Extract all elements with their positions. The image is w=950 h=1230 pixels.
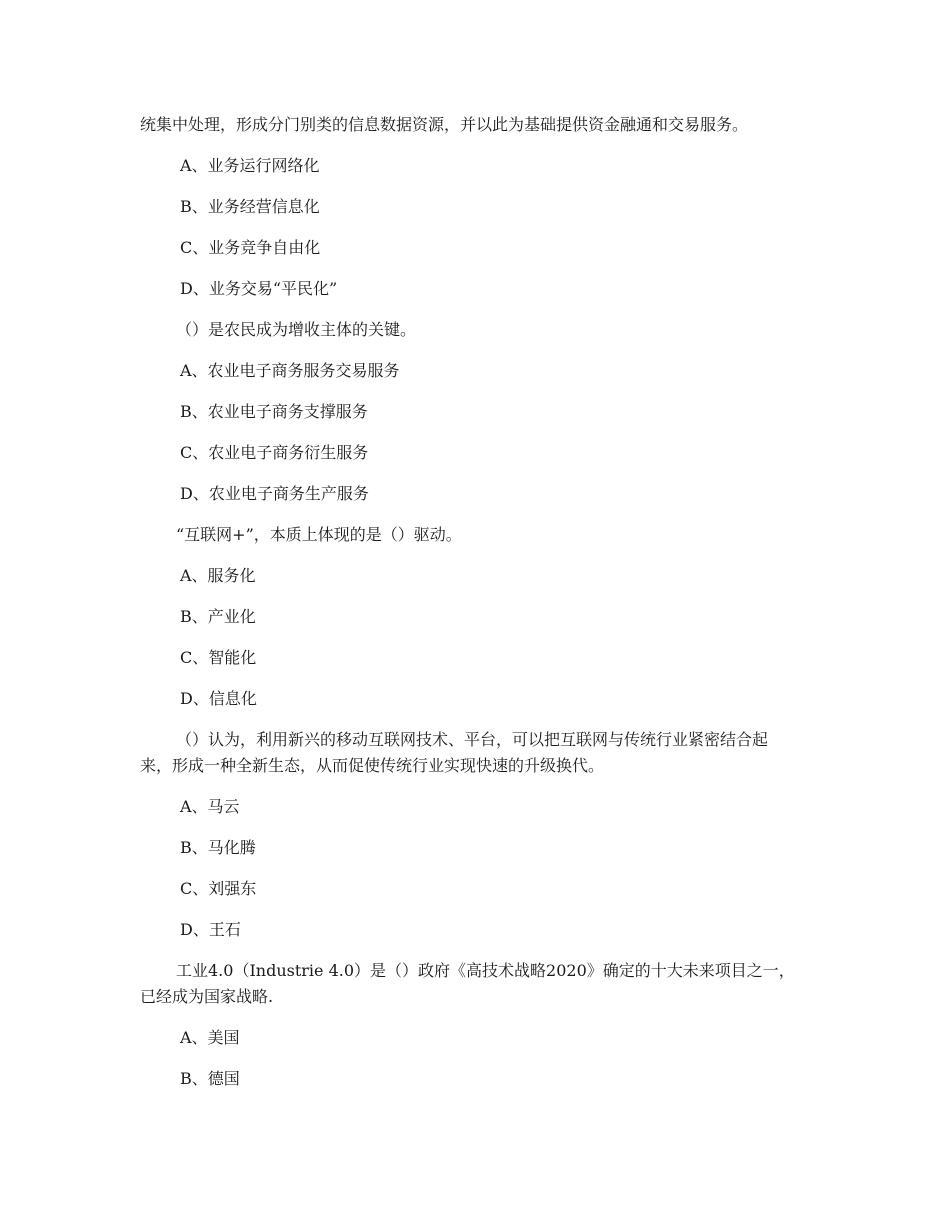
option-c: C、刘强东 — [180, 879, 257, 898]
option-d: D、信息化 — [180, 689, 257, 708]
option-a: A、农业电子商务服务交易服务 — [180, 361, 400, 380]
question-continuation: 统集中处理，形成分门别类的信息数据资源，并以此为基础提供资金融通和交易服务。 — [140, 115, 749, 134]
option-d: D、农业电子商务生产服务 — [180, 484, 369, 503]
option-d: D、王石 — [180, 920, 241, 939]
option-b: B、马化腾 — [180, 838, 256, 857]
option-c: C、农业电子商务衍生服务 — [180, 443, 369, 462]
option-d: D、业务交易“平民化” — [180, 279, 338, 298]
option-b: B、业务经营信息化 — [180, 197, 320, 216]
option-b: B、德国 — [180, 1069, 240, 1088]
question: “互联网+”，本质上体现的是（）驱动。 — [176, 525, 462, 544]
question: 工业4.0（Industrie 4.0）是（）政府《高技术战略2020》确定的十大未来项目之一， — [176, 961, 795, 980]
question-continuation: 来，形成一种全新生态，从而促使传统行业实现快速的升级换代。 — [140, 756, 605, 775]
option-a: A、美国 — [180, 1028, 240, 1047]
option-b: B、产业化 — [180, 607, 256, 626]
option-c: C、业务竞争自由化 — [180, 238, 321, 257]
question-continuation: 已经成为国家战略. — [140, 987, 274, 1006]
question: （）认为，利用新兴的移动互联网技术、平台，可以把互联网与传统行业紧密结合起 — [176, 730, 769, 749]
option-c: C、智能化 — [180, 648, 257, 667]
option-a: A、马云 — [180, 797, 240, 816]
option-a: A、服务化 — [180, 566, 256, 585]
question: （）是农民成为增收主体的关键。 — [176, 320, 417, 339]
option-b: B、农业电子商务支撑服务 — [180, 402, 368, 421]
option-a: A、业务运行网络化 — [180, 156, 320, 175]
